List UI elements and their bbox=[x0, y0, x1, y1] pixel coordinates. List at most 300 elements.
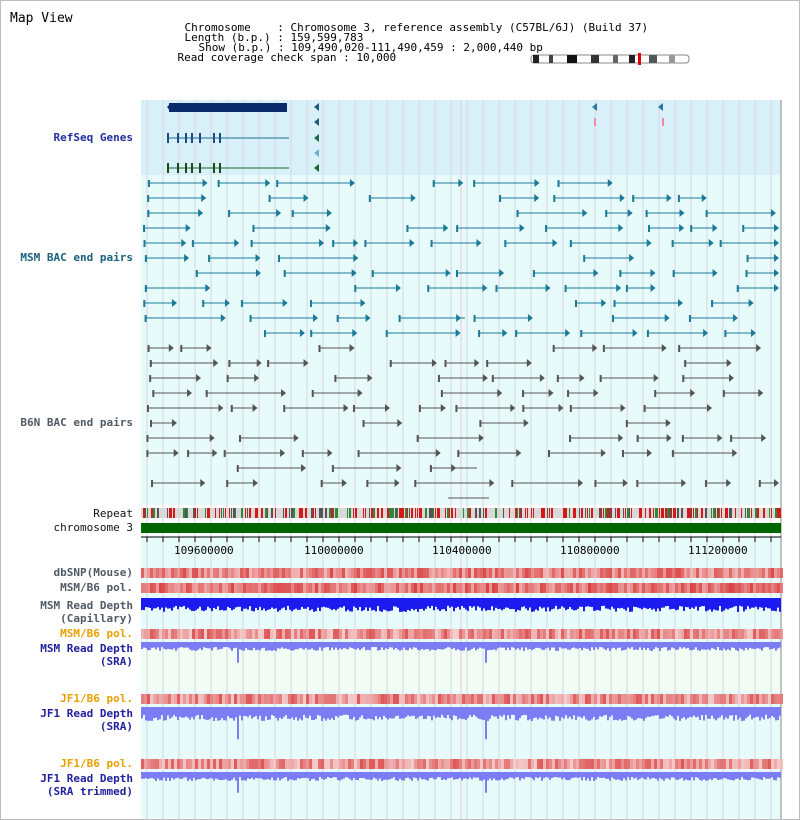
depth-bar bbox=[217, 772, 219, 779]
heat-cell bbox=[228, 568, 231, 578]
depth-bar bbox=[415, 598, 417, 609]
depth-bar bbox=[655, 642, 657, 647]
depth-bar bbox=[365, 598, 367, 607]
depth-bar bbox=[557, 598, 559, 609]
heat-cell bbox=[705, 629, 708, 639]
heat-cell bbox=[582, 583, 585, 593]
depth-bar bbox=[565, 598, 567, 610]
depth-bar bbox=[245, 598, 247, 609]
heat-cell bbox=[216, 583, 219, 593]
heat-cell bbox=[753, 568, 756, 578]
repeat-element bbox=[451, 508, 453, 518]
bac-end-mark bbox=[318, 345, 320, 352]
depth-bar bbox=[731, 598, 733, 608]
depth-bar bbox=[775, 707, 777, 720]
depth-bar bbox=[529, 772, 531, 777]
depth-bar bbox=[571, 642, 573, 648]
depth-bar bbox=[697, 707, 699, 717]
depth-bar bbox=[141, 642, 143, 649]
bac-end-mark bbox=[143, 300, 145, 307]
depth-bar bbox=[315, 772, 317, 781]
depth-bar bbox=[259, 598, 261, 607]
heat-cell bbox=[162, 694, 165, 704]
depth-bar bbox=[725, 707, 727, 717]
track-label-msm-depth-sra[interactable]: MSM Read Depth bbox=[40, 642, 133, 655]
depth-bar bbox=[351, 642, 353, 648]
depth-bar bbox=[331, 642, 333, 648]
depth-bar bbox=[161, 707, 163, 715]
depth-bar bbox=[665, 707, 667, 716]
heat-cell bbox=[603, 629, 606, 639]
depth-bar bbox=[743, 598, 745, 611]
track-label-repeat[interactable]: Repeat bbox=[93, 507, 133, 520]
heat-cell bbox=[621, 568, 624, 578]
heat-cell bbox=[657, 568, 660, 578]
depth-bar bbox=[325, 772, 327, 779]
chromosome-info: Chromosome : Chromosome 3, reference assembly (C57BL/6J) (Build 37) bbox=[184, 21, 649, 34]
heat-cell bbox=[702, 694, 705, 704]
depth-bar bbox=[459, 642, 461, 650]
heat-cell bbox=[396, 759, 399, 769]
heat-cell bbox=[348, 629, 351, 639]
depth-bar bbox=[419, 707, 421, 716]
heat-cell bbox=[294, 629, 297, 639]
track-label-msm-b6-pol[interactable]: MSM/B6 pol. bbox=[60, 581, 133, 594]
depth-bar bbox=[255, 642, 257, 650]
heat-cell bbox=[474, 759, 477, 769]
depth-bar bbox=[733, 707, 735, 721]
depth-bar bbox=[617, 772, 619, 779]
heat-cell bbox=[651, 694, 654, 704]
depth-bar bbox=[751, 707, 753, 719]
depth-bar bbox=[411, 642, 413, 649]
depth-bar bbox=[171, 642, 173, 650]
depth-bar bbox=[355, 642, 357, 650]
heat-cell bbox=[450, 583, 453, 593]
depth-bar bbox=[599, 642, 601, 647]
depth-bar bbox=[639, 772, 641, 779]
depth-bar bbox=[357, 772, 359, 780]
heat-cell bbox=[141, 568, 144, 578]
depth-bar bbox=[465, 772, 467, 778]
depth-bar bbox=[751, 772, 753, 777]
depth-bar bbox=[425, 772, 427, 780]
depth-bar bbox=[719, 598, 721, 606]
heat-cell bbox=[636, 568, 639, 578]
bac-end-mark bbox=[479, 420, 481, 427]
depth-bar bbox=[269, 598, 271, 609]
depth-bar bbox=[467, 642, 469, 651]
bac-end-mark bbox=[366, 480, 368, 487]
heat-cell bbox=[450, 694, 453, 704]
repeat-element bbox=[525, 508, 526, 518]
depth-bar bbox=[563, 598, 565, 608]
depth-bar bbox=[559, 642, 561, 647]
depth-bar bbox=[271, 707, 273, 715]
depth-bar bbox=[765, 772, 767, 779]
depth-bar bbox=[777, 707, 779, 720]
track-label-dbsnp[interactable]: dbSNP(Mouse) bbox=[53, 566, 133, 579]
depth-bar bbox=[655, 772, 657, 779]
heat-cell bbox=[768, 694, 771, 704]
depth-bar bbox=[315, 707, 317, 719]
depth-bar bbox=[427, 772, 429, 781]
heat-cell bbox=[366, 694, 369, 704]
depth-bar bbox=[613, 772, 615, 779]
depth-bar bbox=[501, 642, 503, 648]
depth-bar bbox=[215, 707, 217, 718]
depth-bar bbox=[159, 707, 161, 719]
depth-bar bbox=[409, 642, 411, 648]
bac-end-mark bbox=[147, 405, 149, 412]
depth-bar bbox=[245, 772, 247, 781]
depth-bar bbox=[399, 707, 401, 719]
depth-bar bbox=[163, 598, 165, 612]
depth-bar bbox=[713, 772, 715, 778]
heat-cell bbox=[153, 629, 156, 639]
heat-cell bbox=[699, 759, 702, 769]
repeat-element bbox=[397, 508, 398, 518]
depth-bar bbox=[753, 642, 755, 649]
show-value: 109,490,020-111,490,459 : 2,000,440 bp bbox=[291, 41, 543, 54]
depth-bar bbox=[305, 707, 307, 718]
ideogram-band bbox=[613, 55, 618, 63]
heat-cell bbox=[375, 759, 378, 769]
depth-bar bbox=[225, 707, 227, 721]
depth-bar bbox=[149, 707, 151, 721]
track-label-jf1-b6-pol[interactable]: JF1/B6 pol. bbox=[60, 692, 133, 705]
depth-bar bbox=[277, 707, 279, 721]
depth-bar bbox=[149, 772, 151, 778]
depth-bar bbox=[775, 642, 777, 651]
bac-end-mark bbox=[569, 435, 571, 442]
depth-bar bbox=[227, 642, 229, 647]
repeat-element bbox=[715, 508, 716, 518]
track-label-jf1-depth[interactable]: JF1 Read Depth bbox=[40, 707, 133, 720]
heat-cell bbox=[549, 694, 552, 704]
track-label-refseq[interactable]: RefSeq Genes bbox=[53, 131, 133, 144]
heat-cell bbox=[261, 694, 264, 704]
depth-bar bbox=[267, 598, 269, 610]
repeat-element bbox=[429, 508, 431, 518]
heat-cell bbox=[414, 629, 417, 639]
depth-bar bbox=[747, 707, 749, 717]
depth-bar bbox=[589, 772, 591, 781]
depth-bar bbox=[527, 642, 529, 649]
heat-cell bbox=[480, 583, 483, 593]
repeat-element bbox=[549, 508, 550, 518]
heat-cell bbox=[501, 694, 504, 704]
depth-bar bbox=[527, 772, 529, 777]
heat-cell bbox=[612, 629, 615, 639]
depth-bar bbox=[331, 707, 333, 718]
depth-bar bbox=[475, 642, 477, 650]
depth-bar bbox=[775, 598, 777, 611]
track-label-jf1-b6-pol-trimmed[interactable]: JF1/B6 pol. bbox=[60, 757, 133, 770]
heat-cell bbox=[642, 629, 645, 639]
axis-tick-label: 111200000 bbox=[688, 544, 748, 557]
heat-cell bbox=[621, 583, 624, 593]
heat-cell bbox=[678, 694, 681, 704]
heat-cell bbox=[381, 694, 384, 704]
depth-bar bbox=[397, 598, 399, 608]
repeat-element bbox=[591, 508, 593, 518]
depth-bar bbox=[327, 642, 329, 647]
axis-tick-label: 110800000 bbox=[560, 544, 620, 557]
depth-bar bbox=[213, 707, 215, 721]
heat-cell bbox=[390, 583, 393, 593]
repeat-element bbox=[605, 508, 607, 518]
repeat-element bbox=[401, 508, 403, 518]
heat-cell bbox=[780, 568, 783, 578]
depth-bar bbox=[169, 707, 171, 719]
repeat-element bbox=[399, 508, 401, 518]
depth-bar bbox=[659, 707, 661, 719]
depth-bar bbox=[761, 707, 763, 717]
heat-cell bbox=[330, 629, 333, 639]
depth-bar bbox=[363, 707, 365, 719]
heat-cell bbox=[561, 568, 564, 578]
heat-cell bbox=[372, 759, 375, 769]
depth-bar bbox=[767, 642, 769, 647]
depth-bar bbox=[349, 642, 351, 647]
depth-bar bbox=[651, 642, 653, 651]
bac-end-mark bbox=[723, 390, 725, 397]
depth-bar bbox=[279, 707, 281, 718]
bac-end-mark bbox=[144, 240, 146, 247]
depth-bar bbox=[573, 772, 575, 778]
depth-bar bbox=[409, 598, 411, 611]
depth-bar bbox=[597, 772, 599, 777]
heat-cell bbox=[762, 583, 765, 593]
depth-bar bbox=[769, 642, 771, 649]
heat-cell bbox=[708, 759, 711, 769]
heat-cell bbox=[753, 759, 756, 769]
heat-cell bbox=[306, 629, 309, 639]
heat-cell bbox=[288, 583, 291, 593]
heat-cell bbox=[240, 583, 243, 593]
depth-bar bbox=[205, 707, 207, 720]
depth-bar bbox=[649, 598, 651, 608]
depth-bar bbox=[631, 707, 633, 719]
depth-bar bbox=[775, 772, 777, 780]
heat-cell bbox=[195, 583, 198, 593]
depth-bar bbox=[561, 772, 563, 779]
depth-bar bbox=[685, 642, 687, 649]
heat-cell bbox=[231, 759, 234, 769]
depth-bar bbox=[297, 642, 299, 649]
repeat-element bbox=[625, 508, 626, 518]
heat-cell bbox=[303, 629, 306, 639]
bac-end-mark bbox=[673, 270, 675, 277]
depth-bar bbox=[355, 707, 357, 721]
heat-cell bbox=[606, 694, 609, 704]
depth-bar bbox=[223, 707, 225, 720]
heat-cell bbox=[741, 759, 744, 769]
heat-cell bbox=[162, 629, 165, 639]
track-label-msm-depth-capillary[interactable]: MSM Read Depth bbox=[40, 599, 133, 612]
track-label-jf1-depth-trimmed[interactable]: JF1 Read Depth bbox=[40, 772, 133, 785]
heat-cell bbox=[333, 583, 336, 593]
depth-bar bbox=[693, 772, 695, 780]
depth-bar bbox=[329, 642, 331, 650]
depth-bar bbox=[677, 772, 679, 780]
heat-cell bbox=[489, 568, 492, 578]
heat-cell bbox=[168, 759, 171, 769]
depth-bar bbox=[387, 772, 389, 780]
heat-cell bbox=[717, 694, 720, 704]
heat-cell bbox=[576, 629, 579, 639]
heat-cell bbox=[663, 568, 666, 578]
depth-bar bbox=[709, 598, 711, 609]
depth-bar bbox=[753, 598, 755, 608]
heat-cell bbox=[195, 629, 198, 639]
heat-cell bbox=[717, 583, 720, 593]
depth-bar bbox=[379, 772, 381, 778]
heat-cell bbox=[666, 629, 669, 639]
repeat-element bbox=[245, 508, 246, 518]
heat-cell bbox=[555, 694, 558, 704]
depth-bar bbox=[375, 598, 377, 611]
heat-cell bbox=[246, 583, 249, 593]
heat-cell bbox=[189, 629, 192, 639]
heat-cell bbox=[702, 629, 705, 639]
depth-bar bbox=[341, 772, 343, 779]
heat-cell bbox=[210, 694, 213, 704]
depth-bar bbox=[633, 707, 635, 720]
depth-bar bbox=[759, 707, 761, 721]
repeat-element bbox=[369, 508, 370, 518]
repeat-element bbox=[775, 508, 777, 518]
depth-bar bbox=[519, 642, 521, 650]
heat-cell bbox=[339, 694, 342, 704]
depth-bar bbox=[593, 707, 595, 717]
repeat-element bbox=[197, 508, 198, 518]
depth-bar bbox=[355, 772, 357, 780]
heat-cell bbox=[564, 629, 567, 639]
depth-bar bbox=[683, 772, 685, 781]
depth-bar bbox=[523, 642, 525, 651]
heat-cell bbox=[471, 694, 474, 704]
track-label-b6n-bac[interactable]: B6N BAC end pairs bbox=[20, 416, 133, 429]
heat-cell bbox=[267, 568, 270, 578]
heat-cell bbox=[177, 629, 180, 639]
heat-cell bbox=[486, 568, 489, 578]
bac-end-mark bbox=[406, 225, 408, 232]
heat-cell bbox=[675, 568, 678, 578]
repeat-element bbox=[731, 508, 732, 518]
heat-cell bbox=[708, 629, 711, 639]
depth-bar bbox=[691, 642, 693, 650]
heat-cell bbox=[225, 629, 228, 639]
depth-bar bbox=[589, 642, 591, 651]
heat-cell bbox=[465, 694, 468, 704]
depth-bar bbox=[225, 772, 227, 779]
depth-bar bbox=[267, 642, 269, 650]
depth-bar bbox=[649, 772, 651, 779]
heat-cell bbox=[288, 694, 291, 704]
heat-cell bbox=[720, 629, 723, 639]
heat-cell bbox=[381, 629, 384, 639]
heat-cell bbox=[396, 694, 399, 704]
track-label-msm-bac[interactable]: MSM BAC end pairs bbox=[20, 251, 133, 264]
heat-cell bbox=[486, 759, 489, 769]
depth-bar bbox=[373, 642, 375, 647]
depth-bar bbox=[705, 772, 707, 781]
heat-cell bbox=[627, 583, 630, 593]
depth-bar bbox=[335, 707, 337, 716]
track-label-msm-b6-pol-sra[interactable]: MSM/B6 pol. bbox=[60, 627, 133, 640]
heat-cell bbox=[162, 568, 165, 578]
repeat-element bbox=[299, 508, 301, 518]
heat-cell bbox=[729, 694, 732, 704]
heat-cell bbox=[363, 694, 366, 704]
heat-cell bbox=[627, 629, 630, 639]
depth-bar bbox=[455, 707, 457, 716]
heat-cell bbox=[246, 568, 249, 578]
depth-bar bbox=[283, 642, 285, 649]
heat-cell bbox=[735, 583, 738, 593]
depth-bar bbox=[397, 772, 399, 781]
bac-end-mark bbox=[553, 345, 555, 352]
depth-bar bbox=[553, 642, 555, 648]
depth-bar bbox=[159, 598, 161, 610]
depth-bar bbox=[711, 707, 713, 716]
heat-cell bbox=[183, 629, 186, 639]
bac-end-mark bbox=[218, 180, 220, 187]
heat-cell bbox=[393, 694, 396, 704]
depth-bar bbox=[537, 772, 539, 778]
depth-bar bbox=[641, 772, 643, 778]
repeat-element bbox=[417, 508, 418, 518]
heat-cell bbox=[411, 759, 414, 769]
depth-bar bbox=[641, 707, 643, 719]
heat-cell bbox=[390, 629, 393, 639]
heat-cell bbox=[222, 694, 225, 704]
repeat-element bbox=[475, 508, 477, 518]
depth-bar bbox=[411, 707, 413, 716]
heat-cell bbox=[147, 759, 150, 769]
bac-end-mark bbox=[226, 480, 228, 487]
depth-bar bbox=[761, 598, 763, 608]
depth-bar bbox=[605, 642, 607, 650]
depth-bar bbox=[473, 642, 475, 648]
heat-cell bbox=[201, 629, 204, 639]
depth-bar bbox=[683, 598, 685, 611]
repeat-element bbox=[261, 508, 263, 518]
depth-bar bbox=[149, 642, 151, 650]
depth-bar bbox=[331, 598, 333, 610]
depth-bar bbox=[321, 707, 323, 721]
depth-bar bbox=[253, 642, 255, 648]
repeat-element bbox=[391, 508, 393, 518]
heat-cell bbox=[483, 759, 486, 769]
depth-bar bbox=[741, 707, 743, 721]
heat-cell bbox=[615, 568, 618, 578]
heat-cell bbox=[303, 568, 306, 578]
heat-cell bbox=[198, 759, 201, 769]
bac-end-mark bbox=[737, 285, 739, 292]
depth-bar bbox=[677, 598, 679, 610]
depth-bar bbox=[263, 772, 265, 780]
heat-cell bbox=[249, 759, 252, 769]
heat-cell bbox=[171, 694, 174, 704]
repeat-element bbox=[407, 508, 408, 518]
depth-bar bbox=[367, 598, 369, 611]
depth-bar bbox=[299, 772, 301, 779]
depth-bar bbox=[383, 642, 385, 650]
heat-cell bbox=[441, 694, 444, 704]
